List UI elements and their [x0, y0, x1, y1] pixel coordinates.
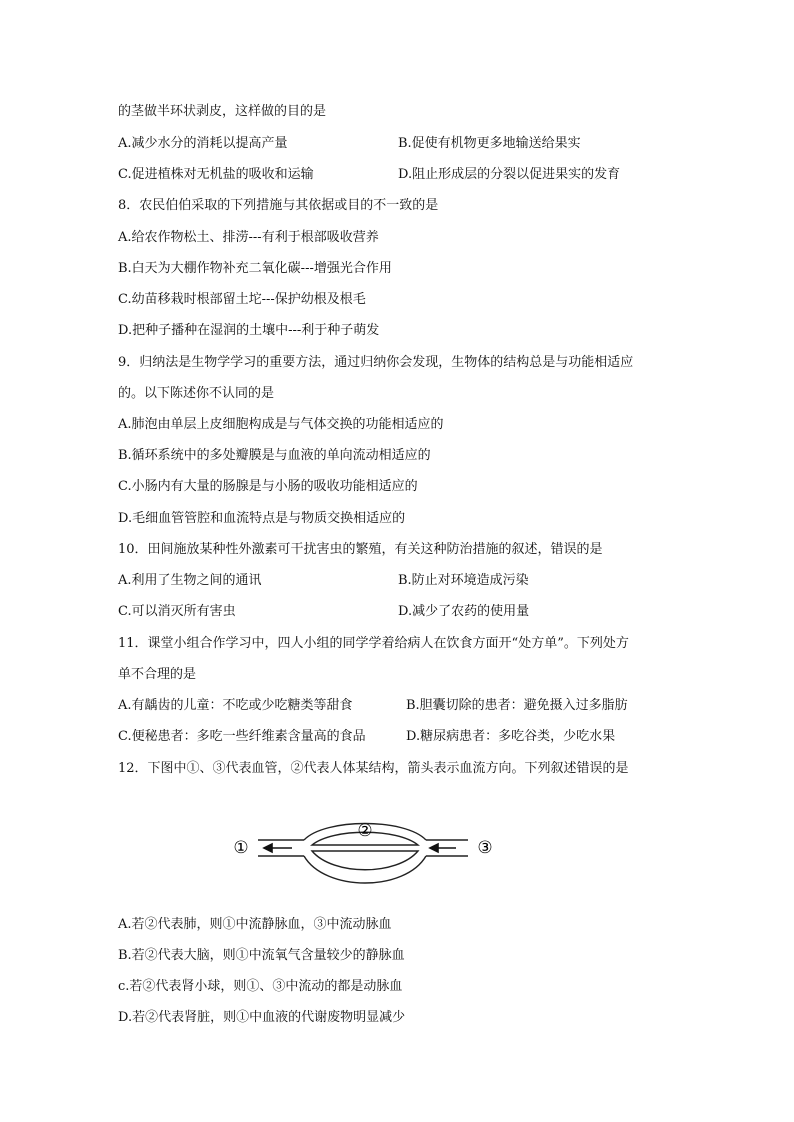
q12-option-a: A.若②代表肺，则①中流静脉血，③中流动脉血	[118, 917, 392, 932]
q8-option-d: D.把种子播种在湿润的土壤中---利于种子萌发	[118, 323, 380, 338]
q9-stem-line1: 9．归纳法是生物学学习的重要方法，通过归纳你会发现，生物体的结构总是与功能相适应	[118, 355, 634, 370]
q11-stem-line1: 11．课堂小组合作学习中，四人小组的同学学着给病人在饮食方面开“处方单”。下列处方	[118, 636, 629, 651]
q8-option-a: A.给农作物松土、排涝---有利于根部吸收营养	[118, 230, 379, 245]
q8-stem: 8．农民伯伯采取的下列措施与其依据或目的不一致的是	[118, 198, 439, 213]
q10-option-c: C.可以消灭所有害虫	[118, 604, 236, 619]
q12-option-c: c.若②代表肾小球，则①、③中流动的都是动脉血	[118, 979, 403, 994]
blood-flow-diagram	[230, 810, 500, 896]
q11-option-c: C.便秘患者：多吃一些纤维素含量高的食品	[118, 729, 366, 744]
q8-option-c: C.幼苗移栽时根部留土坨---保护幼根及根毛	[118, 292, 366, 307]
q9-stem-line2: 的。以下陈述你不认同的是	[118, 386, 275, 401]
label-vessel-1: ①	[233, 838, 249, 858]
q7-option-a: A.减少水分的消耗以提高产量	[118, 136, 288, 151]
q11-stem-line2: 单不合理的是	[118, 667, 197, 682]
q11-option-a: A.有龋齿的儿童：不吃或少吃糖类等甜食	[118, 698, 353, 713]
q7-option-c: C.促进植株对无机盐的吸收和运输	[118, 167, 314, 182]
q7-option-b: B.促使有机物更多地输送给果实	[398, 136, 581, 151]
q12-option-b: B.若②代表大脑，则①中流氧气含量较少的静脉血	[118, 948, 405, 963]
q11-option-b: B.胆囊切除的患者：避免摄入过多脂肪	[406, 698, 628, 713]
q12-option-d: D.若②代表肾脏，则①中血液的代谢废物明显减少	[118, 1010, 406, 1025]
q12-stem: 12．下图中①、③代表血管，②代表人体某结构，箭头表示血流方向。下列叙述错误的是	[118, 761, 629, 776]
label-structure-2: ②	[357, 821, 373, 841]
q7-option-d: D.阻止形成层的分裂以促进果实的发育	[398, 167, 621, 182]
q8-option-b: B.白天为大棚作物补充二氧化碳---增强光合作用	[118, 261, 392, 276]
q10-option-b: B.防止对环境造成污染	[398, 573, 529, 588]
q10-option-d: D.减少了农药的使用量	[398, 604, 530, 619]
q10-option-a: A.利用了生物之间的通讯	[118, 573, 262, 588]
q7-stem-tail: 的茎做半环状剥皮，这样做的目的是	[118, 104, 327, 119]
q11-option-d: D.糖尿病患者：多吃谷类，少吃水果	[406, 729, 616, 744]
q9-option-a: A.肺泡由单层上皮细胞构成是与气体交换的功能相适应的	[118, 417, 444, 432]
q10-stem: 10．田间施放某种性外激素可干扰害虫的繁殖，有关这种防治措施的叙述，错误的是	[118, 542, 603, 557]
q9-option-b: B.循环系统中的多处瓣膜是与血液的单向流动相适应的	[118, 448, 431, 463]
q9-option-d: D.毛细血管管腔和血流特点是与物质交换相适应的	[118, 511, 406, 526]
q9-option-c: C.小肠内有大量的肠腺是与小肠的吸收功能相适应的	[118, 479, 418, 494]
label-vessel-3: ③	[477, 838, 493, 858]
